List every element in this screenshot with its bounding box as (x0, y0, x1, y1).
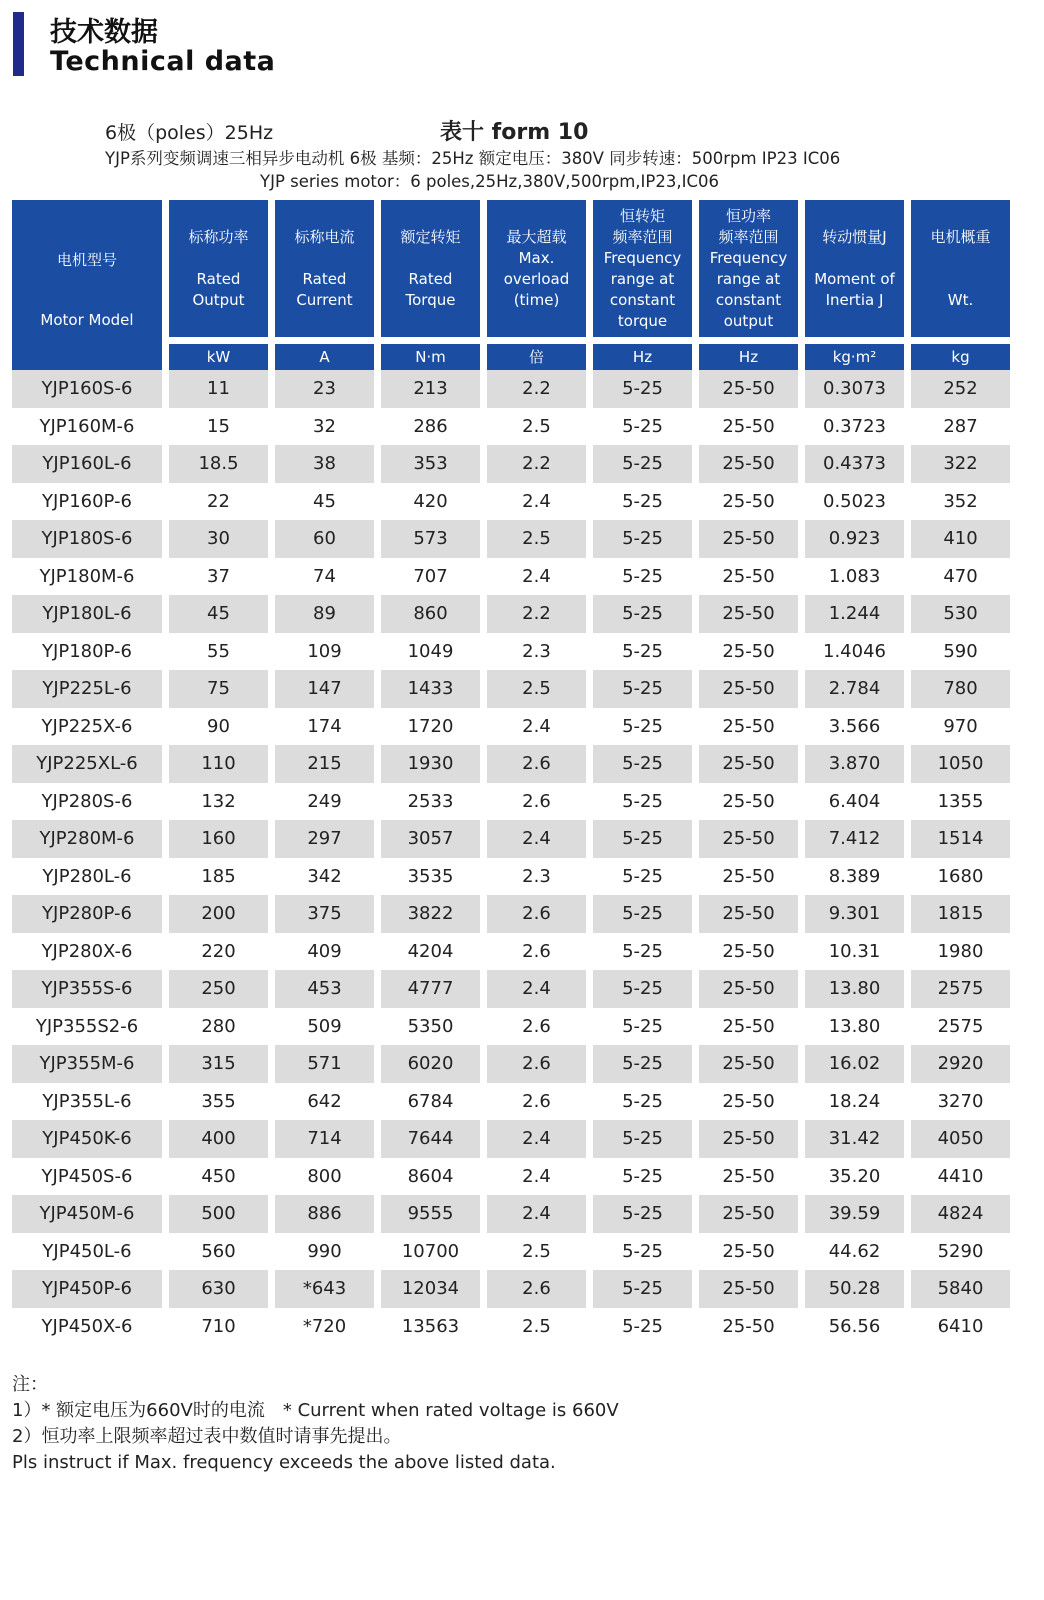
table-cell: 25-50 (722, 715, 775, 737)
table-cell: 500 (169, 1195, 268, 1233)
page-title-cn: 技术数据 (50, 17, 158, 48)
header-line: overload (503, 269, 570, 288)
header-line: Rated (302, 269, 347, 288)
table-cell: 13563 (401, 1315, 460, 1337)
table-cell: 1433 (381, 670, 480, 708)
table-cell: 185 (201, 865, 236, 887)
table-cell: 352 (943, 490, 978, 512)
table-cell: 132 (201, 790, 236, 812)
table-cell: 31.42 (805, 1120, 904, 1158)
header-unit: A (275, 344, 374, 370)
table-cell: 3822 (381, 895, 480, 933)
model-cell: YJP160L-6 (12, 445, 162, 483)
table-cell: 707 (413, 565, 448, 587)
model-cell: YJP450L-6 (42, 1240, 132, 1262)
table-cell: 12034 (381, 1270, 480, 1308)
table-cell: 22 (207, 490, 230, 512)
header-line: Frequency (709, 248, 788, 267)
table-cell: 37 (207, 565, 230, 587)
table-cell: 2575 (937, 1015, 984, 1037)
table-cell: 322 (911, 445, 1010, 483)
table-cell: 2.2 (487, 370, 586, 408)
header-line: 恒功率 (725, 206, 771, 225)
table-cell: 25-50 (722, 565, 775, 587)
model-cell: YJP450X-6 (41, 1315, 133, 1337)
table-cell: 5-25 (593, 895, 692, 933)
table-cell: 2.6 (487, 745, 586, 783)
table-cell: 25-50 (699, 895, 798, 933)
table-cell: 571 (275, 1045, 374, 1083)
table-cell: 2.4 (487, 1120, 586, 1158)
table-cell: 5-25 (622, 790, 663, 812)
table-cell: 5-25 (622, 1015, 663, 1037)
table-cell: 25-50 (722, 1090, 775, 1112)
table-cell: 25-50 (722, 790, 775, 812)
header-cell (381, 200, 480, 337)
header-line: Moment of (814, 269, 895, 288)
table-cell: *643 (275, 1270, 374, 1308)
table-cell: 800 (307, 1165, 342, 1187)
table-cell: 2.4 (522, 490, 551, 512)
model-cell: YJP225X-6 (41, 715, 133, 737)
table-cell: 3.566 (828, 715, 881, 737)
table-cell: 5-25 (622, 715, 663, 737)
header-line: constant (715, 290, 782, 309)
table-cell: 55 (207, 640, 230, 662)
model-cell: YJP280M-6 (12, 820, 162, 858)
table-cell: 249 (307, 790, 342, 812)
header-line: Rated (408, 269, 453, 288)
table-cell: 5-25 (593, 670, 692, 708)
form-label: 表十 form 10 (440, 120, 589, 145)
table-cell: 2.4 (522, 1165, 551, 1187)
notes (12, 1372, 619, 1476)
table-cell: 75 (169, 670, 268, 708)
table-cell: 25-50 (699, 1120, 798, 1158)
header-line: 频率范围 (718, 227, 779, 246)
table-cell: 0.4373 (805, 445, 904, 483)
table-cell: 2.3 (522, 640, 551, 662)
table-cell: 213 (381, 370, 480, 408)
table-cell: 2.6 (487, 1045, 586, 1083)
table-cell: 6410 (937, 1315, 984, 1337)
table-cell: 5-25 (593, 1270, 692, 1308)
header-line: Inertia J (825, 290, 884, 309)
header-line: Rated (196, 269, 241, 288)
table-cell: 38 (275, 445, 374, 483)
table-cell: *720 (302, 1315, 347, 1337)
table-cell: 25-50 (722, 1315, 775, 1337)
model-cell: YJP225L-6 (12, 670, 162, 708)
model-cell: YJP180L-6 (12, 595, 162, 633)
table-cell: 860 (381, 595, 480, 633)
table-cell: 25-50 (699, 820, 798, 858)
model-cell: YJP355L-6 (42, 1090, 132, 1112)
table-cell: 1815 (911, 895, 1010, 933)
table-cell: 0.3073 (805, 370, 904, 408)
table-cell: 109 (307, 640, 342, 662)
table-cell: 710 (201, 1315, 236, 1337)
technical-data-table (12, 200, 1010, 1345)
table-cell: 2.5 (487, 520, 586, 558)
table-cell: 1.083 (828, 565, 881, 587)
table-cell: 1050 (911, 745, 1010, 783)
table-cell: 2.4 (522, 715, 551, 737)
table-cell: 5-25 (593, 970, 692, 1008)
table-cell: 250 (169, 970, 268, 1008)
header-line: Motor Model (40, 310, 134, 329)
table-cell: 2.5 (487, 670, 586, 708)
model-cell: YJP180M-6 (39, 565, 135, 587)
table-cell: 5-25 (593, 1045, 692, 1083)
table-cell: 25-50 (722, 415, 775, 437)
table-cell: 2.6 (522, 1015, 551, 1037)
poles-label: 6极（poles）25Hz (105, 122, 274, 144)
header-cell (275, 200, 374, 337)
table-cell: 252 (911, 370, 1010, 408)
table-cell: 147 (275, 670, 374, 708)
table-cell: 5-25 (593, 1120, 692, 1158)
table-cell: 642 (307, 1090, 342, 1112)
table-cell: 342 (307, 865, 342, 887)
header-line: Current (296, 290, 353, 309)
table-cell: 35.20 (828, 1165, 881, 1187)
table-cell: 2.2 (487, 595, 586, 633)
table-cell: 2920 (911, 1045, 1010, 1083)
table-cell: 410 (911, 520, 1010, 558)
table-cell: 5-25 (622, 490, 663, 512)
table-cell: 2.5 (522, 1240, 551, 1262)
model-cell: YJP450S-6 (41, 1165, 133, 1187)
table-cell: 160 (169, 820, 268, 858)
table-cell: 970 (943, 715, 978, 737)
table-cell: 39.59 (805, 1195, 904, 1233)
table-cell: 5350 (407, 1015, 454, 1037)
table-cell: 200 (169, 895, 268, 933)
header-unit: 倍 (487, 344, 586, 370)
header-cell (487, 200, 586, 337)
table-cell: 990 (307, 1240, 342, 1262)
model-cell: YJP280X-6 (41, 940, 133, 962)
header-line: output (723, 311, 774, 330)
header-line: 电机型号 (56, 250, 117, 269)
header-cell (593, 200, 692, 337)
table-cell: 2.5 (522, 415, 551, 437)
subtitle-en: YJP series motor：6 poles,25Hz,380V,500rpm,IP23,IC06 (260, 172, 719, 191)
table-cell: 5-25 (622, 1090, 663, 1112)
table-cell: 1980 (937, 940, 984, 962)
model-cell: YJP280L-6 (42, 865, 132, 887)
table-cell: 0.923 (805, 520, 904, 558)
table-cell: 355 (201, 1090, 236, 1112)
table-cell: 4777 (381, 970, 480, 1008)
table-cell: 2.784 (805, 670, 904, 708)
table-cell: 2.6 (522, 790, 551, 812)
table-cell: 4410 (937, 1165, 984, 1187)
table-cell: 886 (275, 1195, 374, 1233)
table-cell: 353 (381, 445, 480, 483)
table-cell: 25-50 (722, 940, 775, 962)
table-cell: 4204 (407, 940, 454, 962)
table-cell: 8.389 (828, 865, 881, 887)
table-cell: 5-25 (622, 940, 663, 962)
model-cell: YJP450K-6 (12, 1120, 162, 1158)
table-cell: 56.56 (828, 1315, 881, 1337)
model-cell: YJP225XL-6 (12, 745, 162, 783)
table-cell: 90 (207, 715, 230, 737)
table-cell: 5-25 (622, 1165, 663, 1187)
table-cell: 453 (275, 970, 374, 1008)
note-line: 2）恒功率上限频率超过表中数值时请事先提出。 (12, 1426, 402, 1447)
table-cell: 1049 (407, 640, 454, 662)
table-cell: 5-25 (622, 565, 663, 587)
table-cell: 110 (169, 745, 268, 783)
header-unit: N·m (381, 344, 480, 370)
table-cell: 2.4 (487, 970, 586, 1008)
table-cell: 44.62 (828, 1240, 881, 1262)
table-cell: 60 (275, 520, 374, 558)
header-line: Max. (518, 248, 555, 267)
table-cell: 714 (275, 1120, 374, 1158)
table-cell: 25-50 (699, 370, 798, 408)
table-cell: 2.3 (522, 865, 551, 887)
table-cell: 45 (313, 490, 336, 512)
table-cell: 560 (201, 1240, 236, 1262)
model-cell: YJP355S-6 (12, 970, 162, 1008)
model-cell: YJP180S-6 (12, 520, 162, 558)
table-cell: 9.301 (805, 895, 904, 933)
header-line: 最大超载 (506, 227, 567, 246)
table-cell: 74 (313, 565, 336, 587)
header-cell (699, 200, 798, 337)
table-cell: 400 (169, 1120, 268, 1158)
table-cell: 6.404 (828, 790, 881, 812)
table-cell: 375 (275, 895, 374, 933)
table-cell: 25-50 (699, 445, 798, 483)
table-cell: 13.80 (828, 1015, 881, 1037)
table-cell: 573 (381, 520, 480, 558)
header-line: range at (716, 269, 781, 288)
subtitle-cn: YJP系列变频调速三相异步电动机 6极 基频：25Hz 额定电压：380V 同步转速：500rpm IP23 IC06 (105, 149, 841, 168)
table-cell: 2.2 (487, 445, 586, 483)
model-cell: YJP160S-6 (12, 370, 162, 408)
table-cell: 1514 (911, 820, 1010, 858)
header-line: range at (610, 269, 675, 288)
table-cell: 9555 (381, 1195, 480, 1233)
page-title-en: Technical data (50, 46, 276, 77)
table-cell: 1720 (407, 715, 454, 737)
table-cell: 590 (943, 640, 978, 662)
table-cell: 25-50 (722, 1240, 775, 1262)
table-cell: 3.870 (805, 745, 904, 783)
table-cell: 25-50 (699, 745, 798, 783)
model-cell: YJP450M-6 (12, 1195, 162, 1233)
header-cell (805, 200, 904, 337)
table-cell: 15 (207, 415, 230, 437)
table-cell: 530 (911, 595, 1010, 633)
table-cell: 409 (307, 940, 342, 962)
table-cell: 5-25 (622, 1315, 663, 1337)
header-cell (169, 200, 268, 337)
table-cell: 5-25 (593, 520, 692, 558)
table-cell: 30 (169, 520, 268, 558)
header-line: constant (609, 290, 676, 309)
header-cell (911, 200, 1010, 337)
table-cell: 5-25 (593, 820, 692, 858)
header-unit: kW (169, 344, 268, 370)
table-cell: 4050 (911, 1120, 1010, 1158)
note-line: Pls instruct if Max. frequency exceeds the above listed data. (12, 1452, 556, 1473)
table-cell: 5-25 (622, 415, 663, 437)
table-cell: 287 (943, 415, 978, 437)
table-cell: 509 (307, 1015, 342, 1037)
table-cell: 25-50 (699, 970, 798, 1008)
table-cell: 2.6 (487, 1270, 586, 1308)
table-cell: 630 (169, 1270, 268, 1308)
table-cell: 5-25 (593, 1195, 692, 1233)
table-cell: 420 (413, 490, 448, 512)
table-cell: 220 (201, 940, 236, 962)
header-unit: Hz (593, 344, 692, 370)
title-accent-bar (13, 12, 24, 76)
table-cell: 5-25 (593, 745, 692, 783)
table-cell: 18.24 (828, 1090, 881, 1112)
table-cell: 13.80 (805, 970, 904, 1008)
table-cell: 25-50 (699, 520, 798, 558)
table-cell: 7.412 (805, 820, 904, 858)
table-cell: 25-50 (699, 1045, 798, 1083)
table-cell: 1355 (937, 790, 984, 812)
header-line: Wt. (947, 290, 974, 309)
table-cell: 5-25 (622, 865, 663, 887)
table-cell: 10700 (401, 1240, 460, 1262)
table-cell: 25-50 (699, 1270, 798, 1308)
table-cell: 18.5 (169, 445, 268, 483)
table-cell: 450 (201, 1165, 236, 1187)
table-cell: 2.4 (487, 1195, 586, 1233)
table-cell: 25-50 (722, 865, 775, 887)
header-line: Torque (405, 290, 456, 309)
table-cell: 3270 (937, 1090, 984, 1112)
header-line: 恒转矩 (619, 206, 665, 225)
table-cell: 2.6 (522, 1090, 551, 1112)
table-cell: 45 (169, 595, 268, 633)
table-cell: 1680 (937, 865, 984, 887)
table-cell: 10.31 (828, 940, 881, 962)
table-cell: 280 (201, 1015, 236, 1037)
table-cell: 3057 (381, 820, 480, 858)
header-motor-model (12, 200, 162, 370)
header-line: 电机概重 (930, 227, 991, 246)
table-cell: 1.4046 (823, 640, 886, 662)
table-cell: 215 (275, 745, 374, 783)
model-cell: YJP450P-6 (12, 1270, 162, 1308)
table-cell: 2.5 (522, 1315, 551, 1337)
table-cell: 0.3723 (823, 415, 886, 437)
table-cell: 2.6 (522, 940, 551, 962)
table-cell: 780 (911, 670, 1010, 708)
table-cell: 1930 (381, 745, 480, 783)
table-cell: 4824 (911, 1195, 1010, 1233)
header-line: Frequency (603, 248, 682, 267)
table-cell: 6020 (381, 1045, 480, 1083)
header-line: torque (617, 311, 668, 330)
header-line: 频率范围 (612, 227, 673, 246)
table-cell: 470 (943, 565, 978, 587)
table-cell: 0.5023 (823, 490, 886, 512)
table-cell: 16.02 (805, 1045, 904, 1083)
model-cell: YJP355M-6 (12, 1045, 162, 1083)
header-line: 标称功率 (188, 227, 249, 246)
table-cell: 25-50 (699, 1195, 798, 1233)
model-cell: YJP160M-6 (39, 415, 135, 437)
table-cell: 315 (169, 1045, 268, 1083)
table-cell: 2.4 (522, 565, 551, 587)
table-cell: 25-50 (722, 490, 775, 512)
table-cell: 6784 (407, 1090, 454, 1112)
table-cell: 2575 (911, 970, 1010, 1008)
table-cell: 286 (413, 415, 448, 437)
table-cell: 5-25 (593, 445, 692, 483)
table-cell: 1.244 (805, 595, 904, 633)
header-unit: kg·m² (805, 344, 904, 370)
table-cell: 25-50 (699, 595, 798, 633)
note-line: 1）* 额定电压为660V时的电流 * Current when rated voltage is 660V (12, 1400, 619, 1421)
header-line: 标称电流 (294, 227, 355, 246)
table-cell: 32 (313, 415, 336, 437)
table-cell: 174 (307, 715, 342, 737)
table-cell: 5-25 (622, 640, 663, 662)
table-cell: 2533 (407, 790, 454, 812)
model-cell: YJP180P-6 (42, 640, 132, 662)
model-cell: YJP160P-6 (42, 490, 132, 512)
table-cell: 25-50 (699, 670, 798, 708)
header-line: 额定转矩 (400, 227, 461, 246)
table-cell: 7644 (381, 1120, 480, 1158)
table-cell: 5-25 (622, 1240, 663, 1262)
table-cell: 11 (169, 370, 268, 408)
model-cell: YJP280S-6 (41, 790, 133, 812)
table-cell: 5290 (937, 1240, 984, 1262)
model-cell: YJP355S2-6 (35, 1015, 139, 1037)
table-cell: 8604 (407, 1165, 454, 1187)
table-cell: 5-25 (593, 370, 692, 408)
header-line: (time) (513, 290, 560, 309)
table-cell: 5-25 (593, 595, 692, 633)
header-unit: Hz (699, 344, 798, 370)
table-cell: 3535 (407, 865, 454, 887)
table-cell: 50.28 (805, 1270, 904, 1308)
header-line: 转动惯量J (822, 227, 887, 246)
table-cell: 297 (275, 820, 374, 858)
table-cell: 25-50 (722, 640, 775, 662)
table-cell: 23 (275, 370, 374, 408)
table-cell: 5840 (911, 1270, 1010, 1308)
table-cell: 89 (275, 595, 374, 633)
table-cell: 2.4 (487, 820, 586, 858)
header-unit: kg (911, 344, 1010, 370)
note-line: 注： (12, 1374, 48, 1395)
model-cell: YJP280P-6 (12, 895, 162, 933)
table-cell: 25-50 (722, 1015, 775, 1037)
table-cell: 25-50 (722, 1165, 775, 1187)
header-line: Output (192, 290, 245, 309)
table-cell: 2.6 (487, 895, 586, 933)
